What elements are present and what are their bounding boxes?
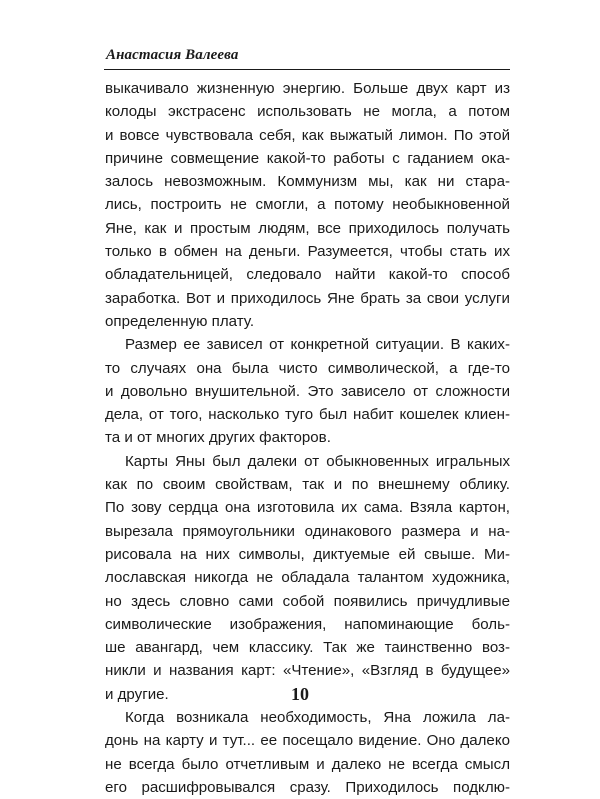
paragraph bbox=[105, 77, 510, 333]
text-line: символические изображения, напоминающие боль- bbox=[105, 615, 510, 633]
text-line: та и от многих других факторов. bbox=[105, 429, 331, 447]
text-line: определенную плату. bbox=[105, 312, 255, 330]
text-line: его расшифровывался сразу. Приходилось подклю- bbox=[105, 778, 510, 796]
text-line: то случаях она была чисто символической, а где-то bbox=[105, 359, 510, 377]
text-line: заработка. Вот и приходилось Яне брать за свои услуги bbox=[105, 289, 510, 307]
text-line: только в обмен на деньги. Разумеется, чтобы стать их bbox=[105, 243, 510, 261]
text-line: залось невозможным. Коммунизм мы, как ни стара- bbox=[105, 173, 510, 191]
running-head-author: Анастасия Валеева bbox=[106, 47, 239, 63]
header-rule bbox=[104, 69, 510, 70]
text-line: как по своим свойствам, так и по внешнему облику. bbox=[105, 476, 510, 494]
text-line: Яне, как и простым людям, все приходилось получать bbox=[105, 219, 510, 237]
text-line: и другие. bbox=[105, 685, 169, 703]
text-line: но здесь словно сами собой появились причудливые bbox=[105, 592, 510, 610]
text-line: рисовала на них символы, диктуемые ей свыше. Ми- bbox=[105, 545, 510, 563]
text-line: лись, построить не смогли, а потому необыкновенной bbox=[105, 196, 510, 214]
text-line: Когда возникала необходимость, Яна ложила ла- bbox=[125, 709, 510, 727]
text-line: лославская никогда не обладала талантом художника, bbox=[105, 569, 510, 587]
text-line: выкачивало жизненную энергию. Больше двух карт из bbox=[105, 80, 510, 97]
text-line: обладательницей, следовало найти какой-то способ bbox=[105, 266, 510, 284]
text-line: и вовсе чувствовала себя, как выжатый лимон. По этой bbox=[105, 126, 510, 144]
text-line: Карты Яны был далеки от обыкновенных игральных bbox=[125, 452, 510, 470]
text-line: Размер ее зависел от конкретной ситуации. В каких- bbox=[125, 336, 510, 354]
text-line: вырезала прямоугольники одинакового размера и на- bbox=[105, 522, 510, 540]
text-line: дела, от того, насколько туго был набит кошелек клиен- bbox=[105, 406, 510, 424]
text-line: и довольно внушительной. Это зависело от сложности bbox=[105, 382, 510, 400]
text-line: причине совмещение какой-то работы с гаданием ока- bbox=[105, 149, 510, 167]
text-line: По зову сердца она изготовила их сама. Взяла картон, bbox=[105, 499, 510, 517]
text-line: не всегда было отчетливым и далеко не всегда смысл bbox=[105, 755, 510, 773]
paragraph bbox=[105, 706, 510, 799]
page-number: 10 bbox=[291, 684, 309, 704]
text-line: донь на карту и тут... ее посещало видение. Оно далеко bbox=[105, 732, 510, 750]
text-line: ше авангард, чем классику. Так же таинственно воз- bbox=[105, 639, 510, 657]
paragraph bbox=[105, 450, 510, 706]
text-line: колоды экстрасенс использовать не могла, а потом bbox=[105, 103, 510, 121]
text-line: никли и названия карт: «Чтение», «Взгляд в будущее» bbox=[105, 662, 510, 680]
paragraph bbox=[105, 333, 510, 449]
